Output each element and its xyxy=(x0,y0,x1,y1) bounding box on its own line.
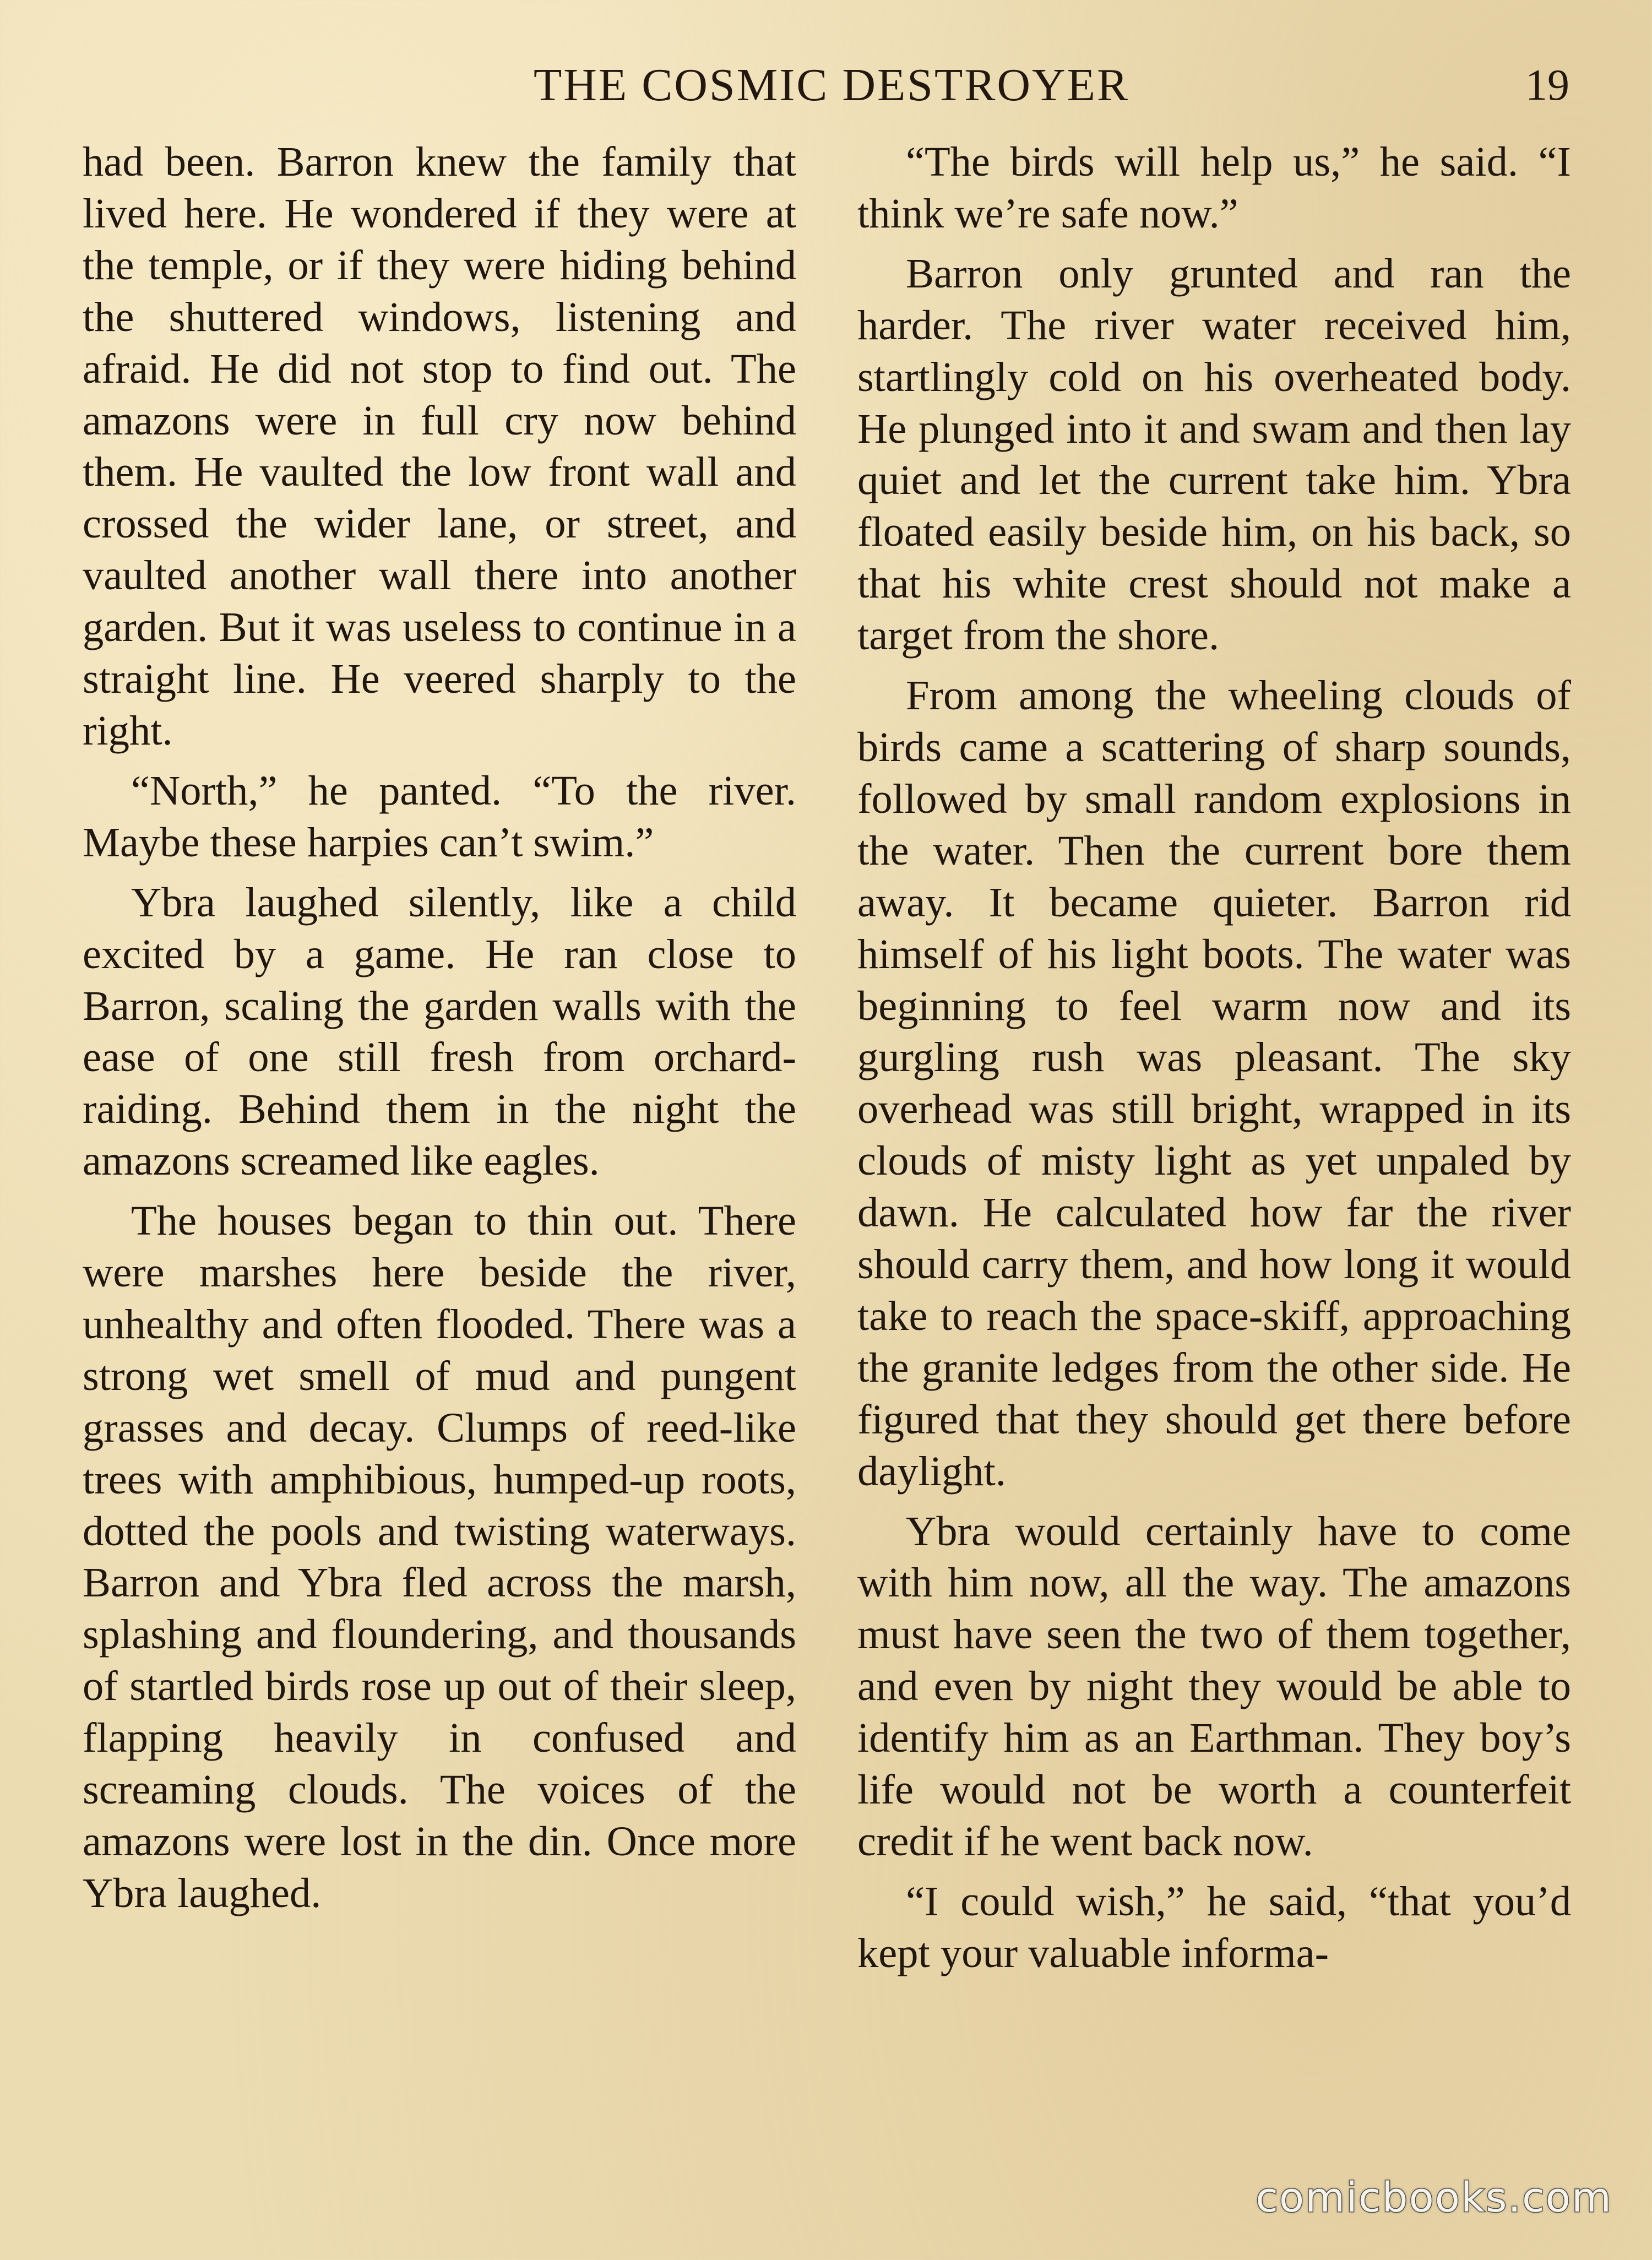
source-watermark: comicbooks.com xyxy=(1256,2174,1612,2221)
left-column xyxy=(83,136,796,1927)
page-number: 19 xyxy=(1525,61,1569,110)
paragraph: Ybra would certainly have to come with him now, all the way. The amazons must have seen the two of them together, and even by night they would be able to identify him as an Earthman. They boy’s life would not be worth a counterfeit credit if he went back now. xyxy=(857,1507,1571,1865)
paragraph: Ybra laughed silently, like a child excited by a game. He ran close to Barron, scaling the garden walls with the ease of one still fresh from orchard-raiding. Behind them in the night the amazons screamed like eagles. xyxy=(83,878,796,1185)
paragraph: “The birds will help us,” he said. “I think we’re safe now.” xyxy=(857,138,1571,237)
paragraph: had been. Barron knew the family that lived here. He wondered if they were at the temple, or if they were hiding behind the shuttered windows, listening and afraid. He did not stop to find out. The amazons were in full cry now behind them. He vaulted the low front wall and crossed the wider lane, or street, and vaulted another wall there into another garden. But it was useless to continue in a straight line. He veered sharply to the right. xyxy=(83,138,796,754)
paragraph: From among the wheeling clouds of birds came a scattering of sharp sounds, followed by small random explosions in the water. Then the current bore them away. It became quieter. Barron rid himself of his light boots. The water was beginning to feel warm now and its gurgling rush was pleasant. The sky overhead was still bright, wrapped in its clouds of misty light as yet unpaled by dawn. He calculated how far the river should carry them, and how long it would take to reach the space-skiff, approaching the granite ledges from the other side. He figured that they should get there before daylight. xyxy=(857,672,1571,1495)
running-head xyxy=(0,55,1652,116)
right-column xyxy=(857,136,1571,1987)
paragraph: The houses began to thin out. There were marshes here beside the river, unhealthy and often flooded. There was a strong wet smell of mud and pungent grasses and decay. Clumps of reed-like trees with amphibious, humped-up roots, dotted the pools and twisting waterways. Barron and Ybra fled across the marsh, splashing and floundering, and thousands of startled birds rose up out of their sleep, flapping heavily in confused and screaming clouds. The voices of the amazons were lost in the din. Once more Ybra laughed. xyxy=(83,1197,796,1916)
paragraph: Barron only grunted and ran the harder. The river water received him, startlingly cold on his overheated body. He plunged into it and swam and then lay quiet and let the current take him. Ybra floated easily beside him, on his back, so that his white crest should not make a target from the shore. xyxy=(857,249,1571,659)
paragraph: “North,” he panted. “To the river. Maybe these harpies can’t swim.” xyxy=(83,767,796,866)
running-title: THE COSMIC DESTROYER xyxy=(533,59,1130,111)
paragraph: “I could wish,” he said, “that you’d kept your valuable informa- xyxy=(857,1877,1571,1976)
